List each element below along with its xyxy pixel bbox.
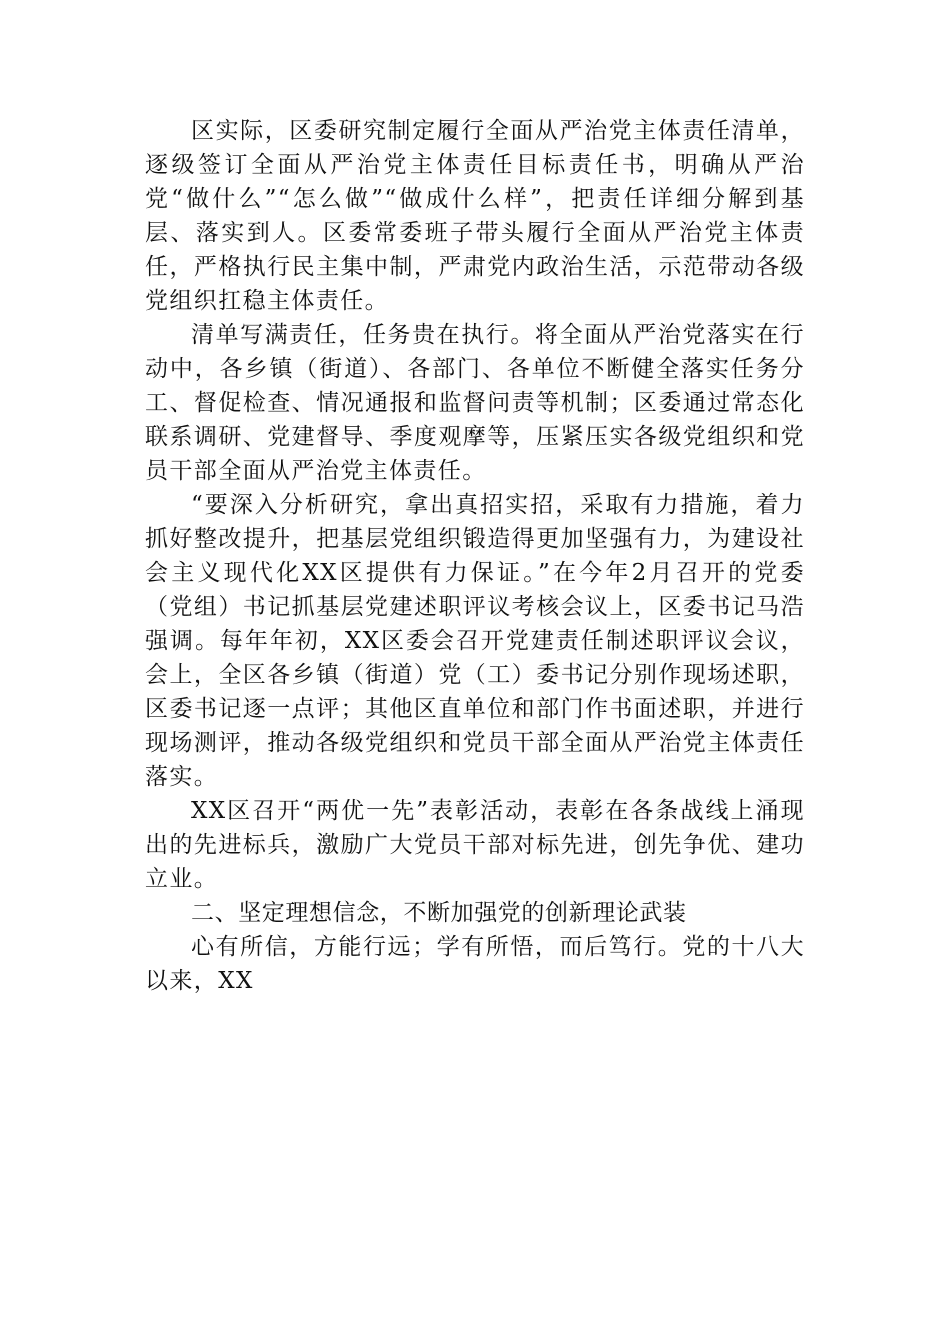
section-heading: 二、坚定理想信念，不断加强党的创新理论武装: [191, 900, 687, 926]
paragraph-task-execution: 清单写满责任，任务贵在执行。将全面从严治党落实在行动中，各乡镇（街道）、各部门、各单位不断健全落实任务分工、督促检查、情况通报和监督问责等机制；区委通过常态化联系调研、党建督导、季度观摩等，压紧压实各级党组织和党员干部全面从严治党主体责任。: [145, 322, 805, 484]
paragraph-ideals-belief: 心有所信，方能行远；学有所悟，而后笃行。党的十八大以来，XX: [145, 934, 805, 994]
paragraph-review-meeting: “要深入分析研究，拿出真招实招，采取有力措施，着力抓好整改提升，把基层党组织锻造得更加坚强有力，为建设社会主义现代化XX区提供有力保证。”在今年2月召开的党委（党组）书记抓基层党建述职评议考核会议上，区委书记马浩强调。每年年初，XX区委会召开党建责任制述职评议会议，会上，全区各乡镇（街道）党（工）委书记分别作现场述职，区委书记逐一点评；其他区直单位和部门作书面述职，并进行现场测评，推动各级党组织和党员干部全面从严治党主体责任落实。: [145, 492, 805, 790]
paragraph-responsibility-list: 区实际，区委研究制定履行全面从严治党主体责任清单，逐级签订全面从严治党主体责任目标责任书，明确从严治党“做什么”“怎么做”“做成什么样”，把责任详细分解到基层、落实到人。区委常委班子带头履行全面从严治党主体责任，严格执行民主集中制，严肃党内政治生活，示范带动各级党组织扛稳主体责任。: [145, 118, 805, 314]
document-body: [145, 114, 805, 998]
paragraph-commendation: XX区召开“两优一先”表彰活动，表彰在各条战线上涌现出的先进标兵，激励广大党员干部对标先进，创先争优、建功立业。: [145, 798, 805, 892]
